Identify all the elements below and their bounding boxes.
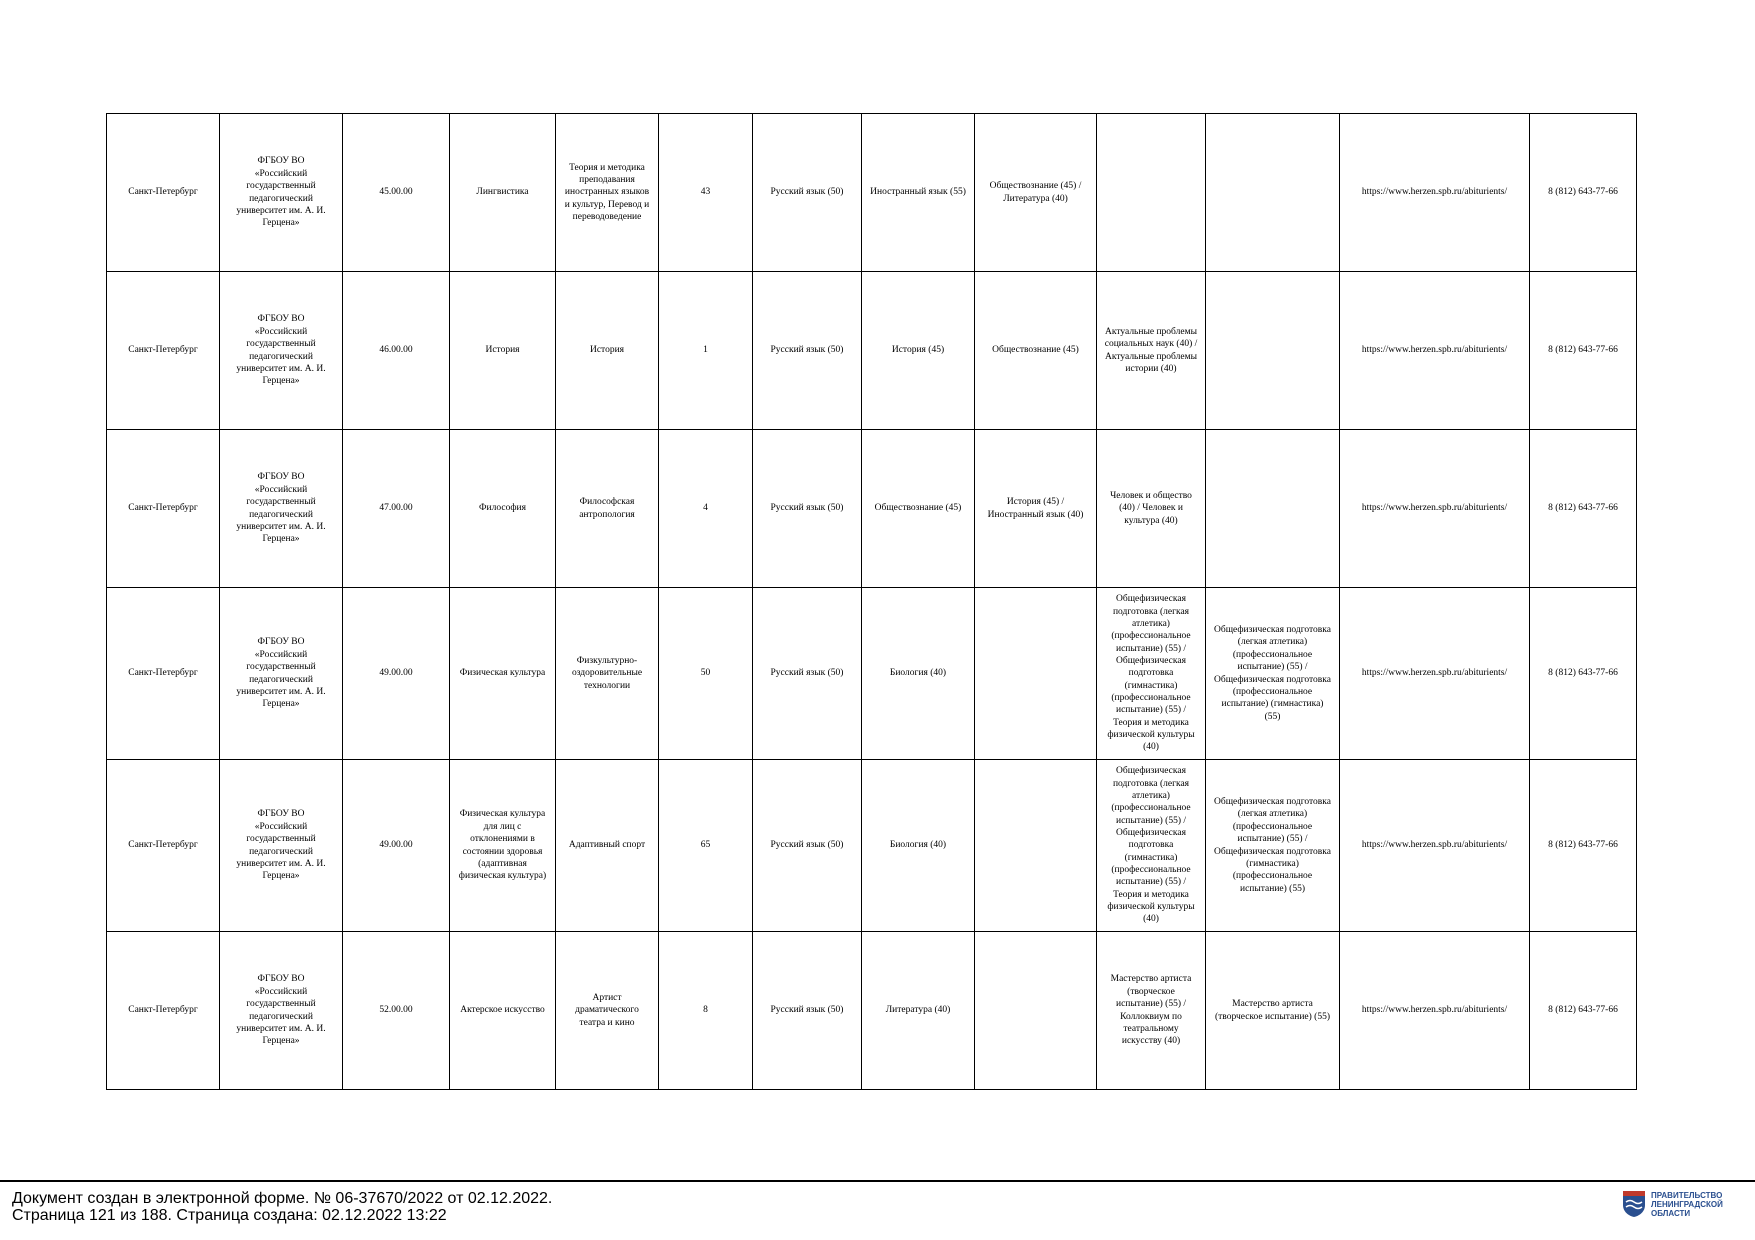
website-url-cell: https://www.herzen.spb.ru/abiturients/ <box>1340 760 1530 932</box>
exam-4-cell: Мастерство артиста (творческое испытание) (55) / Коллоквиум по театральному искусству (40) <box>1097 932 1206 1090</box>
exam-1-cell: Русский язык (50) <box>753 430 862 588</box>
city-cell: Санкт-Петербург <box>107 932 220 1090</box>
exam-3-cell: Обществознание (45) / Литература (40) <box>975 114 1097 272</box>
exam-4-cell: Актуальные проблемы социальных наук (40) / Актуальные проблемы истории (40) <box>1097 272 1206 430</box>
specialty-code-cell: 45.00.00 <box>343 114 450 272</box>
table-row <box>107 430 1637 588</box>
exam-3-cell: Обществознание (45) <box>975 272 1097 430</box>
table-body <box>107 114 1637 1090</box>
city-cell: Санкт-Петербург <box>107 588 220 760</box>
website-url-cell: https://www.herzen.spb.ru/abiturients/ <box>1340 114 1530 272</box>
exam-5-cell <box>1206 114 1340 272</box>
university-cell: ФГБОУ ВО «Российский государственный педагогический университет им. А. И. Герцена» <box>220 114 343 272</box>
table-row <box>107 932 1637 1090</box>
places-cell: 50 <box>659 588 753 760</box>
university-cell: ФГБОУ ВО «Российский государственный педагогический университет им. А. И. Герцена» <box>220 932 343 1090</box>
table-row <box>107 272 1637 430</box>
profile-cell: Философская антропология <box>556 430 659 588</box>
exam-1-cell: Русский язык (50) <box>753 588 862 760</box>
direction-cell: Физическая культура <box>450 588 556 760</box>
exam-2-cell: Иностранный язык (55) <box>862 114 975 272</box>
university-cell: ФГБОУ ВО «Российский государственный педагогический университет им. А. И. Герцена» <box>220 272 343 430</box>
places-cell: 4 <box>659 430 753 588</box>
city-cell: Санкт-Петербург <box>107 760 220 932</box>
university-cell: ФГБОУ ВО «Российский государственный педагогический университет им. А. И. Герцена» <box>220 760 343 932</box>
university-cell: ФГБОУ ВО «Российский государственный педагогический университет им. А. И. Герцена» <box>220 430 343 588</box>
direction-cell: Лингвистика <box>450 114 556 272</box>
direction-cell: Актерское искусство <box>450 932 556 1090</box>
specialty-code-cell: 49.00.00 <box>343 588 450 760</box>
places-cell: 65 <box>659 760 753 932</box>
exam-2-cell: Литература (40) <box>862 932 975 1090</box>
table-row <box>107 760 1637 932</box>
exam-5-cell: Общефизическая подготовка (легкая атлетика) (профессиональное испытание) (55) / Общефизическая подготовка (профессиональное испытание) (гимнастика) (55) <box>1206 588 1340 760</box>
phone-cell: 8 (812) 643-77-66 <box>1530 760 1637 932</box>
direction-cell: История <box>450 272 556 430</box>
website-url-cell: https://www.herzen.spb.ru/abiturients/ <box>1340 272 1530 430</box>
profile-cell: Теория и методика преподавания иностранных языков и культур, Перевод и переводоведение <box>556 114 659 272</box>
website-url-cell: https://www.herzen.spb.ru/abiturients/ <box>1340 932 1530 1090</box>
logo-text: ПРАВИТЕЛЬСТВО ЛЕНИНГРАДСКОЙ ОБЛАСТИ <box>1651 1190 1723 1218</box>
university-cell: ФГБОУ ВО «Российский государственный педагогический университет им. А. И. Герцена» <box>220 588 343 760</box>
phone-cell: 8 (812) 643-77-66 <box>1530 932 1637 1090</box>
profile-cell: Физкультурно- оздоровительные технологии <box>556 588 659 760</box>
admission-table <box>106 113 1637 1090</box>
profile-cell: История <box>556 272 659 430</box>
exam-1-cell: Русский язык (50) <box>753 932 862 1090</box>
exam-2-cell: Обществознание (45) <box>862 430 975 588</box>
phone-cell: 8 (812) 643-77-66 <box>1530 430 1637 588</box>
exam-2-cell: Биология (40) <box>862 588 975 760</box>
exam-5-cell <box>1206 430 1340 588</box>
coat-of-arms-icon <box>1622 1190 1646 1218</box>
exam-5-cell <box>1206 272 1340 430</box>
table-row <box>107 114 1637 272</box>
exam-4-cell <box>1097 114 1206 272</box>
phone-cell: 8 (812) 643-77-66 <box>1530 272 1637 430</box>
exam-4-cell: Общефизическая подготовка (легкая атлетика) (профессиональное испытание) (55) / Общефизическая подготовка (гимнастика) (профессиональное испытание) (55) / Теория и методика физической культуры (40) <box>1097 588 1206 760</box>
phone-cell: 8 (812) 643-77-66 <box>1530 588 1637 760</box>
footer-divider <box>0 1180 1755 1182</box>
city-cell: Санкт-Петербург <box>107 114 220 272</box>
website-url-cell: https://www.herzen.spb.ru/abiturients/ <box>1340 588 1530 760</box>
direction-cell: Философия <box>450 430 556 588</box>
exam-3-cell: История (45) / Иностранный язык (40) <box>975 430 1097 588</box>
places-cell: 8 <box>659 932 753 1090</box>
exam-2-cell: История (45) <box>862 272 975 430</box>
city-cell: Санкт-Петербург <box>107 272 220 430</box>
profile-cell: Адаптивный спорт <box>556 760 659 932</box>
admission-table-container <box>106 113 1637 1090</box>
specialty-code-cell: 47.00.00 <box>343 430 450 588</box>
exam-4-cell: Человек и общество (40) / Человек и культура (40) <box>1097 430 1206 588</box>
specialty-code-cell: 49.00.00 <box>343 760 450 932</box>
specialty-code-cell: 46.00.00 <box>343 272 450 430</box>
exam-5-cell: Общефизическая подготовка (легкая атлетика) (профессиональное испытание) (55) / Общефизическая подготовка (гимнастика) (профессиональное испытание) (55) <box>1206 760 1340 932</box>
specialty-code-cell: 52.00.00 <box>343 932 450 1090</box>
exam-3-cell <box>975 760 1097 932</box>
exam-1-cell: Русский язык (50) <box>753 272 862 430</box>
places-cell: 43 <box>659 114 753 272</box>
exam-3-cell <box>975 932 1097 1090</box>
footer-line-2: Страница 121 из 188. Страница создана: 02.12.2022 13:22 <box>12 1207 447 1224</box>
exam-3-cell <box>975 588 1097 760</box>
exam-4-cell: Общефизическая подготовка (легкая атлетика) (профессиональное испытание) (55) / Общефизическая подготовка (гимнастика) (профессиональное испытание) (55) / Теория и методика физической культуры (40) <box>1097 760 1206 932</box>
phone-cell: 8 (812) 643-77-66 <box>1530 114 1637 272</box>
exam-5-cell: Мастерство артиста (творческое испытание) (55) <box>1206 932 1340 1090</box>
exam-1-cell: Русский язык (50) <box>753 114 862 272</box>
table-row <box>107 588 1637 760</box>
exam-2-cell: Биология (40) <box>862 760 975 932</box>
exam-1-cell: Русский язык (50) <box>753 760 862 932</box>
footer-document-info <box>12 1190 552 1224</box>
profile-cell: Артист драматического театра и кино <box>556 932 659 1090</box>
website-url-cell: https://www.herzen.spb.ru/abiturients/ <box>1340 430 1530 588</box>
footer-line-1: Документ создан в электронной форме. № 06-37670/2022 от 02.12.2022. <box>12 1190 553 1207</box>
direction-cell: Физическая культура для лиц с отклонениями в состоянии здоровья (адаптивная физическая культура) <box>450 760 556 932</box>
government-logo <box>1622 1190 1723 1218</box>
places-cell: 1 <box>659 272 753 430</box>
city-cell: Санкт-Петербург <box>107 430 220 588</box>
